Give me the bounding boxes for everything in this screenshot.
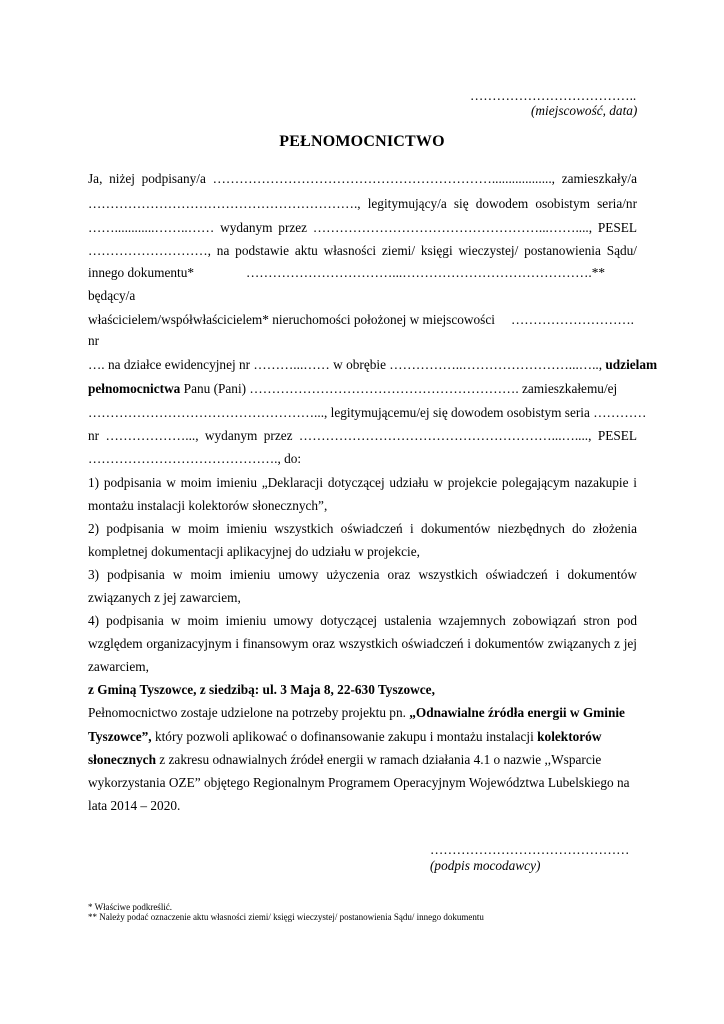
body-line-27: wykorzystania OZE” objętego Regionalnym Programem Operacyjnym Województwa Lubelskiego na xyxy=(88,775,630,790)
body-line-15: montażu instalacji kolektorów słonecznych”, xyxy=(88,498,328,513)
body-line-5-label: innego dokumentu* xyxy=(88,265,194,280)
body-line-25-main: który pozwoli aplikować o dofinansowanie zakupu i montażu instalacji xyxy=(151,729,538,744)
body-line-9-main: …. na działce ewidencyjnej nr ………...…… w obrębie ……………..……………………...….., xyxy=(88,357,603,372)
body-line-6: będący/a xyxy=(88,288,136,303)
body-line-25 xyxy=(88,729,601,745)
body-line-4: ………………………, na podstawie aktu własności ziemi/ księgi wieczystej/ postanowienia Sądu/ xyxy=(88,243,637,258)
body-line-7-text: właścicielem/współwłaścicielem* nieruchomości położonej w miejscowości xyxy=(88,312,495,327)
body-line-25-bold: kolektorów xyxy=(537,729,602,744)
body-line-28: lata 2014 – 2020. xyxy=(88,798,181,813)
body-line-12: nr ………………..., wydanym przez …………………………………………………...…...., PESEL xyxy=(88,428,637,443)
body-line-26 xyxy=(88,752,601,768)
body-line-8: nr xyxy=(88,333,100,348)
body-line-26-bold: słonecznych xyxy=(88,752,156,767)
body-line-1: Ja, niżej podpisany/a ……………………………………………………….................., zamieszkały/a xyxy=(88,171,637,186)
municipality-line: z Gminą Tyszowce, z siedzibą: ul. 3 Maja 8, 22-630 Tyszowce, xyxy=(88,682,435,697)
body-line-20: 4) podpisania w moim imieniu umowy dotyczącej ustalenia wzajemnych zobowiązań stron pod xyxy=(88,613,637,628)
body-line-2: ……………………………………………………., legitymujący/a się dowodem osobistym seria/nr xyxy=(88,196,637,211)
body-line-24-main: Pełnomocnictwo zostaje udzielone na potrzeby projektu pn. xyxy=(88,705,410,720)
body-line-10-bold: pełnomocnictwa xyxy=(88,381,181,396)
document-title: PEŁNOMOCNICTWO xyxy=(279,133,445,150)
body-line-26-main: z zakresu odnawialnych źródeł energii w ramach działania 4.1 o nazwie ,,Wsparcie xyxy=(155,752,602,767)
project-name-part-2: Tyszowce”, xyxy=(88,729,152,744)
body-line-19: związanych z jej zawarciem, xyxy=(88,590,241,605)
body-line-9-bold: udzielam xyxy=(605,357,658,372)
project-name-part-1: „Odnawialne źródła energii w Gminie xyxy=(409,705,625,720)
footnote-2: ** Należy podać oznaczenie aktu własności ziemi/ księgi wieczystej/ postanowienia Sądu/ innego dokumentu xyxy=(88,912,484,922)
body-line-16: 2) podpisania w moim imieniu wszystkich oświadczeń i dokumentów niezbędnych do złożenia xyxy=(88,521,637,536)
body-line-18: 3) podpisania w moim imieniu umowy użyczenia oraz wszystkich oświadczeń i dokumentów xyxy=(88,567,637,582)
body-line-9-text xyxy=(88,357,657,373)
body-line-11: ……………………………………………..., legitymującemu/ej się dowodem osobistym seria ………… xyxy=(88,405,647,420)
signature-label: (podpis mocodawcy) xyxy=(430,858,541,873)
body-line-5-dots: ……………………………...…………………………………….** xyxy=(246,265,606,280)
body-line-21: względem organizacyjnym i finansowym oraz wszystkich oświadczeń i dokumentów związanych z jej xyxy=(88,636,637,651)
body-line-24 xyxy=(88,705,625,721)
place-date-dots: ……………………………….. xyxy=(470,88,637,103)
footnote-1: * Właściwe podkreślić. xyxy=(88,902,173,912)
body-line-10-main: Panu (Pani) ……………………………………………………. zamieszkałemu/ej xyxy=(180,381,618,396)
body-line-13: ……………………………………., do: xyxy=(88,451,302,466)
body-line-22: zawarciem, xyxy=(88,659,149,674)
signature-dots: ……………………………………… xyxy=(430,842,630,857)
body-line-7-dots: ………………………. xyxy=(511,312,634,327)
body-line-17: kompletnej dokumentacji aplikacyjnej do udziału w projekcie, xyxy=(88,544,420,559)
body-line-10 xyxy=(88,381,617,397)
body-line-3: ……............……..…… wydanym przez ……………………………………………...……...., PESEL xyxy=(88,220,637,235)
place-date-label: (miejscowość, data) xyxy=(531,103,638,118)
body-line-14: 1) podpisania w moim imieniu „Deklaracji dotyczącej udziału w projekcie polegającym nazakupie i xyxy=(88,475,637,490)
